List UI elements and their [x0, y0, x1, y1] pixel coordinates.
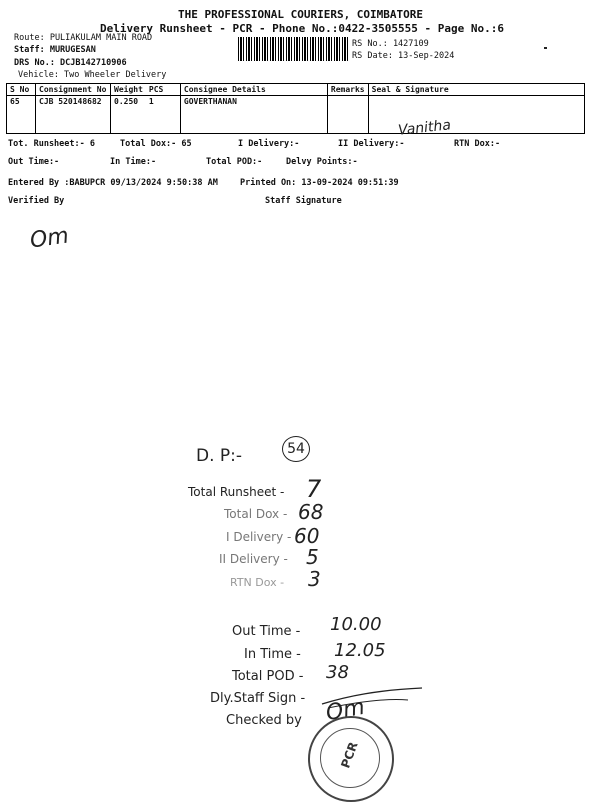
cell-consignment: CJB 520148682	[36, 96, 111, 134]
col-consignment: Consignment No	[36, 84, 111, 96]
rtn-dox-value: 3	[308, 567, 321, 591]
i-delivery: I Delivery:-	[238, 139, 300, 149]
barcode	[238, 37, 348, 61]
route: Route: PULIAKULAM MAIN ROAD	[14, 33, 153, 43]
col-remarks: Remarks	[327, 84, 368, 96]
vehicle: Vehicle: Two Wheeler Delivery	[18, 70, 167, 80]
in-time: In Time:-	[110, 157, 157, 167]
cell-sno: 65	[7, 96, 36, 134]
col-seal: Seal & Signature	[368, 84, 584, 96]
total-runsheet-label: Total Runsheet -	[188, 485, 285, 499]
table-header-row	[7, 84, 585, 96]
in-time-label: In Time -	[244, 647, 301, 662]
total-pod: Total POD:-	[206, 157, 263, 167]
printed-on: Printed On: 13-09-2024 09:51:39	[240, 178, 399, 188]
checked-by-label: Checked by	[226, 713, 302, 728]
rtn-dox-label: RTN Dox -	[230, 576, 285, 589]
dp-value: 54	[282, 436, 310, 462]
cell-remarks	[327, 96, 368, 134]
total-dox-label: Total Dox -	[224, 507, 288, 521]
entered-by: Entered By :BABUPCR 09/13/2024 9:50:38 AM	[8, 178, 218, 188]
cell-weight: 0.250	[111, 96, 146, 134]
dp-label: D. P:-	[196, 446, 243, 466]
consignment-table	[6, 83, 585, 134]
in-time-value: 12.05	[334, 640, 386, 661]
verified-by: Verified By	[8, 196, 65, 206]
col-sno: S No	[7, 84, 36, 96]
speck-mark	[544, 47, 547, 49]
col-weight: Weight	[111, 84, 146, 96]
initials-signature: Om	[28, 223, 71, 254]
cell-pcs: 1	[146, 96, 181, 134]
out-time: Out Time:-	[8, 157, 60, 167]
tot-runsheet: Tot. Runsheet:- 6	[8, 139, 95, 149]
total-dox-value: 68	[298, 500, 324, 524]
ii-delivery-value: 5	[306, 545, 319, 569]
checked-by-signature: Om	[324, 694, 367, 727]
rs-number: RS No.: 1427109	[352, 39, 429, 49]
total-pod-value: 38	[326, 662, 349, 683]
rs-date: RS Date: 13-Sep-2024	[352, 51, 455, 61]
delvy-points: Delvy Points:-	[286, 157, 358, 167]
i-delivery-label: I Delivery -	[226, 530, 292, 544]
cell-consignee: GOVERTHANAN	[180, 96, 327, 134]
out-time-label: Out Time -	[232, 624, 301, 639]
rtn-dox: RTN Dox:-	[454, 139, 501, 149]
col-consignee: Consignee Details	[180, 84, 327, 96]
stamp-text: PCR	[338, 739, 361, 771]
runsheet-title: Delivery Runsheet - PCR - Phone No.:0422-3505555 - Page No.:6	[100, 22, 504, 35]
staff-signature-label: Staff Signature	[265, 196, 342, 206]
ii-delivery: II Delivery:-	[338, 139, 405, 149]
col-pcs: PCS	[146, 84, 181, 96]
total-runsheet-value: 7	[306, 475, 322, 503]
total-pod-label: Total POD -	[232, 669, 304, 684]
company-name: THE PROFESSIONAL COURIERS, COIMBATORE	[178, 8, 424, 21]
ii-delivery-label: II Delivery -	[219, 552, 288, 566]
staff-sign-label: Dly.Staff Sign -	[210, 691, 306, 706]
staff: Staff: MURUGESAN	[14, 45, 96, 55]
table-row	[7, 96, 585, 134]
out-time-value: 10.00	[330, 614, 382, 635]
seal-signature: Vanitha	[397, 117, 452, 139]
total-dox: Total Dox:- 65	[120, 139, 192, 149]
i-delivery-value: 60	[294, 524, 320, 548]
drs-number: DRS No.: DCJB142710906	[14, 58, 127, 68]
